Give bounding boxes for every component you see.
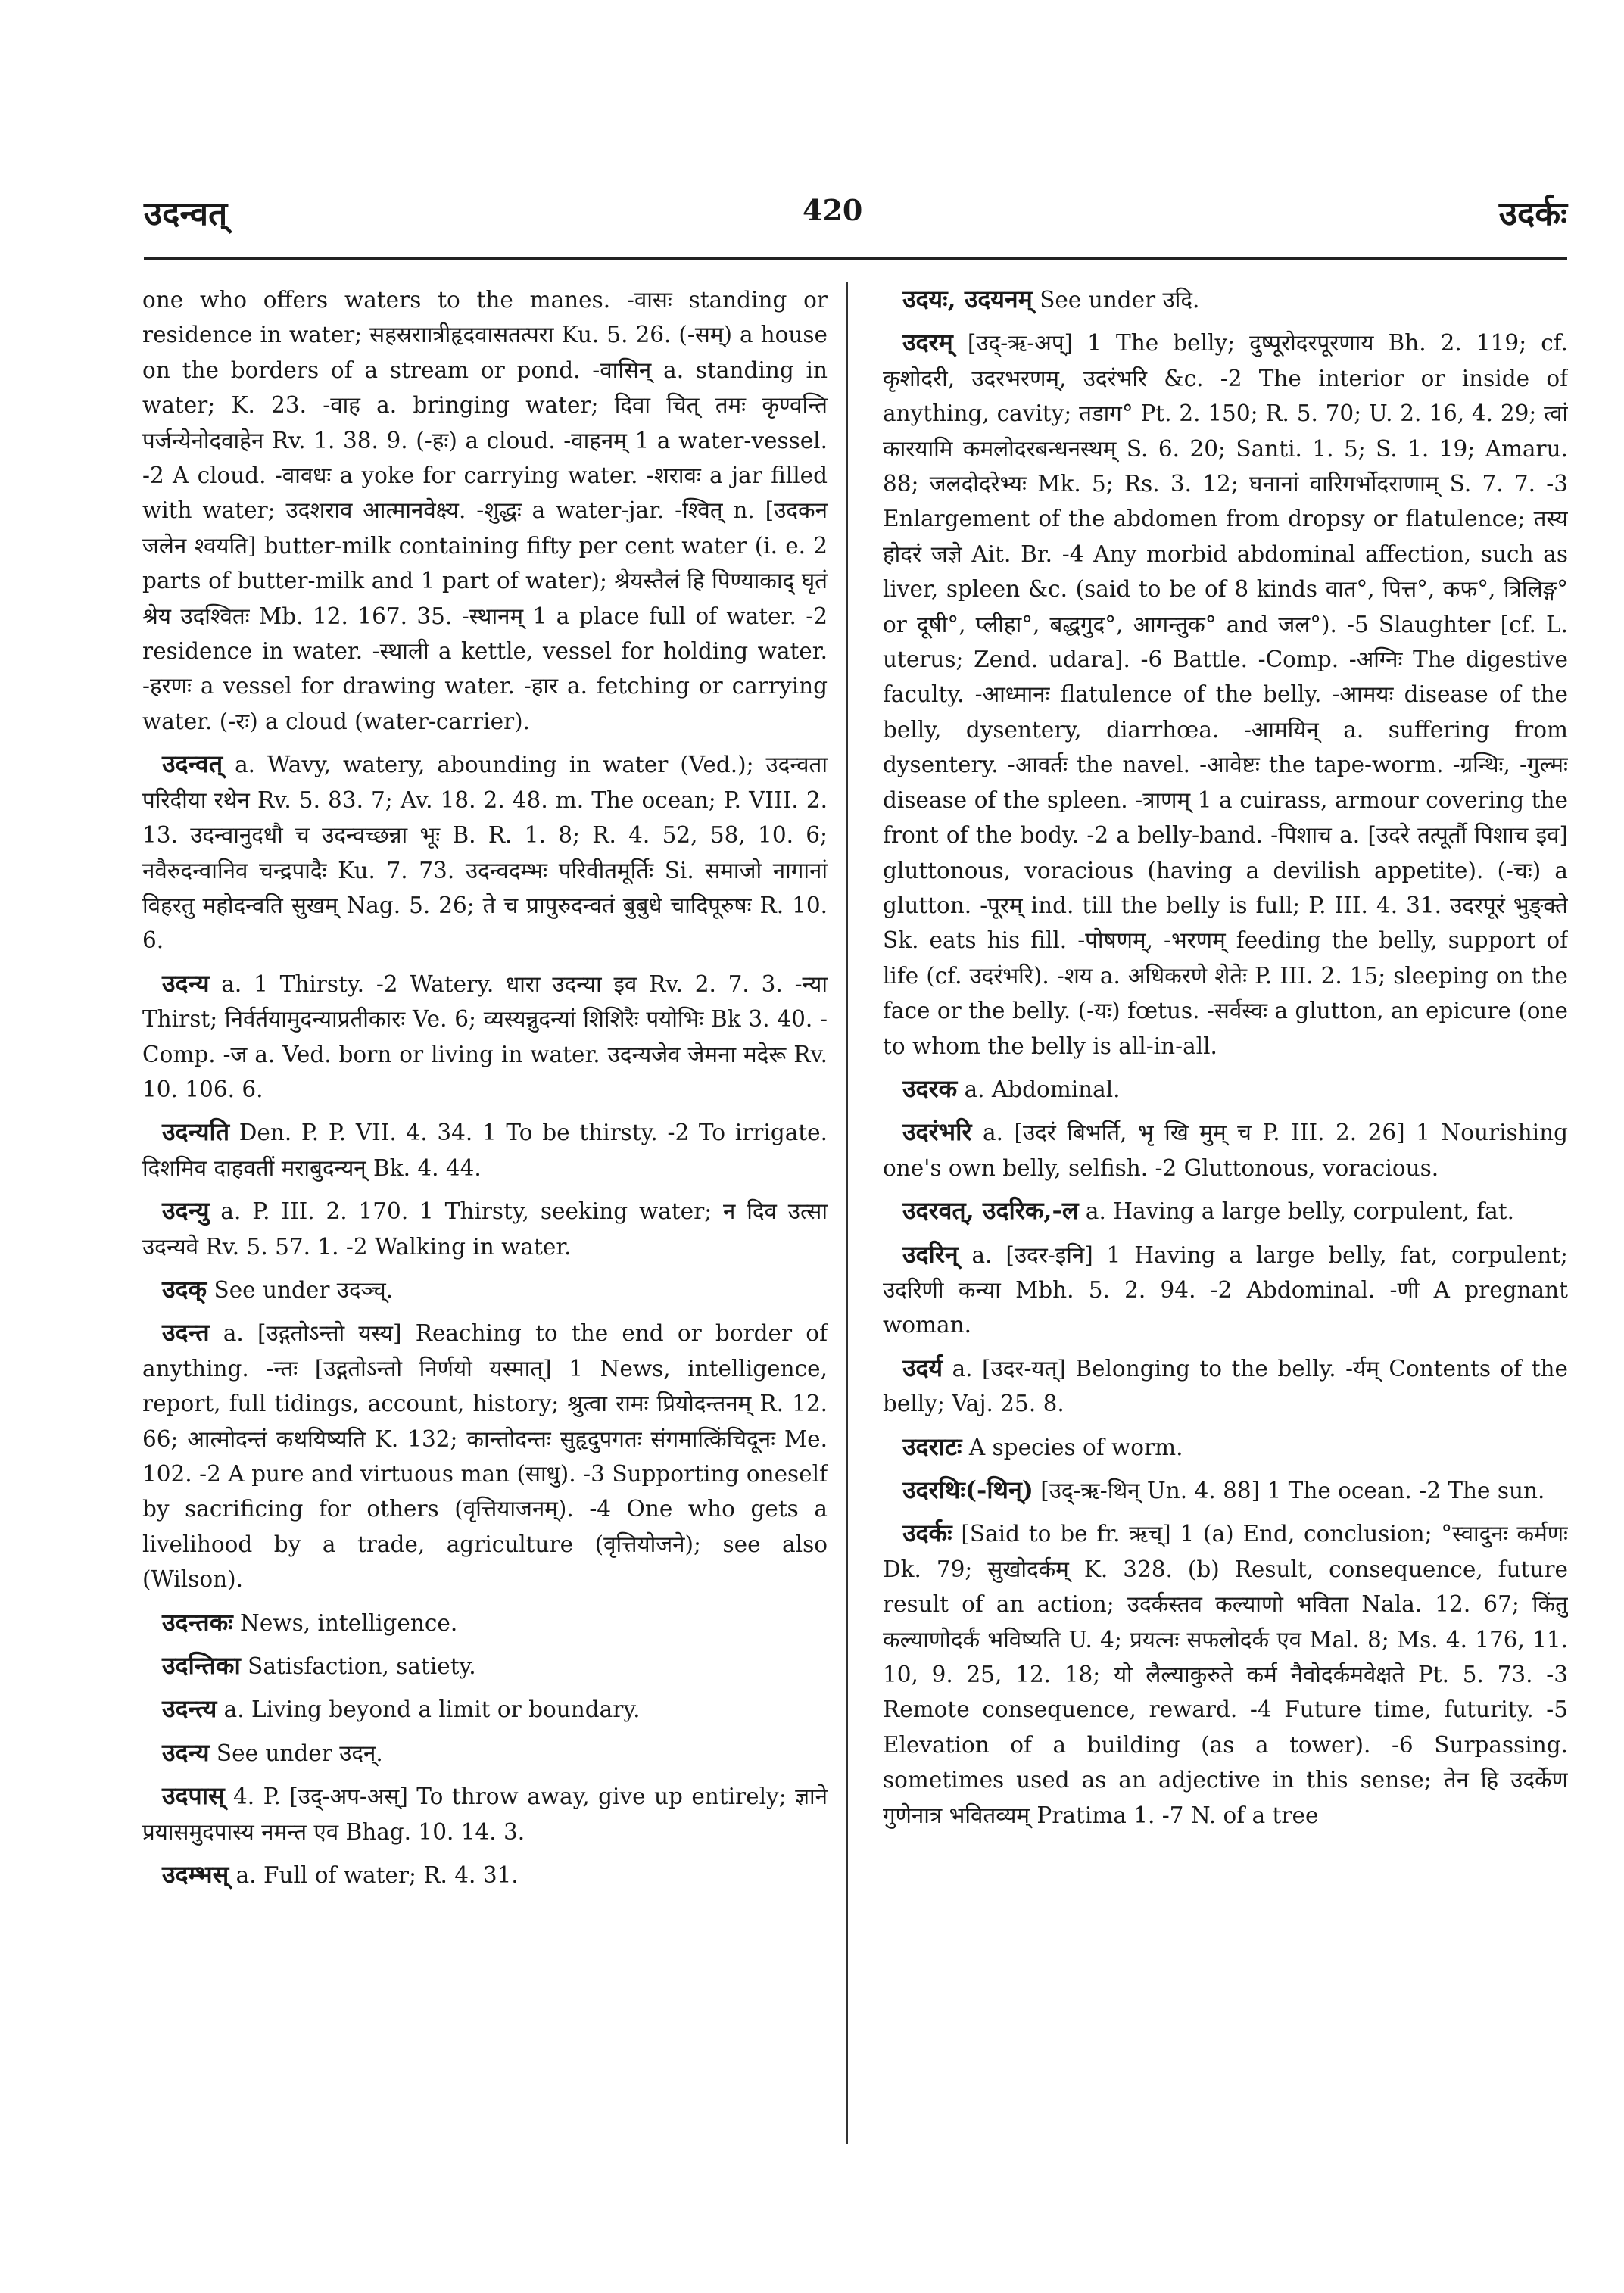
dictionary-entry [883,1237,1568,1343]
entry-definition: A species of worm. [962,1434,1183,1460]
dictionary-entry [142,1193,828,1264]
entry-headword: उदन्वत् [162,749,223,779]
entry-definition: a. Full of water; R. 4. 31. [229,1862,519,1889]
entry-headword: उदरक [902,1073,958,1103]
entry-headword: उदन्य [162,1737,210,1767]
entry-headword: उदरिन् [902,1239,959,1269]
dictionary-entry [883,1193,1568,1229]
entry-headword: उदन्य [162,968,210,998]
dictionary-entry [883,325,1568,1064]
page-number: 420 [803,193,863,227]
entry-definition: See under उदि. [1032,287,1200,313]
entry-headword: उदपास् [162,1781,225,1811]
dictionary-entry [142,1857,828,1893]
entry-headword: उदरम् [902,328,953,357]
left-guide-word: उदन्वत् [144,195,228,233]
entry-definition: Satisfaction, satiety. [240,1653,476,1680]
entry-definition: Den. P. P. VII. 4. 34. 1 To be thirsty. -2 To irrigate. दिशमिव दाहवतीं मराबुदन्यन् Bk. 4. 44. [142,1120,828,1181]
entry-definition: a. [उदर-इनि] 1 Having a large belly, fat, corpulent; उदरिणी कन्या Mbh. 5. 2. 94. -2 Abdominal. -णी A pregnant woman. [883,1242,1568,1338]
entry-headword: उदरवत्, उदरिक,-ल [902,1196,1079,1226]
entry-headword: उदन्यु [162,1196,210,1226]
entry-headword: उदर्कः [902,1519,952,1548]
entry-headword: उदराटः [902,1432,962,1461]
entry-headword: उदरंभरि [902,1117,972,1147]
dictionary-entry [142,282,828,739]
dictionary-entry [142,1605,828,1640]
entry-headword: उदन्त [162,1318,210,1347]
entry-definition: a. Wavy, watery, abounding in water (Ved.); उदन्वता परिदीया रथेन Rv. 5. 83. 7; Av. 18. 2. 48. m. The ocean; P. VIII. 2. 13. उदन्वानुदधौ च उदन्वच्छन्ना भूः B. R. 1. 8; R. 4. 52, 58, 10. 6; नवैरुदन्वानिव चन्द्रपादैः Ku. 7. 73. उदन्वदम्भः परिवीतमूर्तिः Si. समाजो नागानां विहरतु महोदन्वति सुखम् Nag. 5. 26; ते च प्रापुरुदन्वतं बुबुधे चादिपूरुषः R. 10. 6. [142,752,828,954]
entry-headword: उदक् [162,1274,207,1304]
column-divider [846,282,848,2144]
dictionary-entry [883,1351,1568,1422]
entry-definition: a. [उदर-यत्] Belonging to the belly. -र्यम् Contents of the belly; Vaj. 25. 8. [883,1355,1568,1417]
header-rule [144,257,1567,263]
entry-headword: उदन्तकः [162,1607,233,1637]
dictionary-entry [883,1071,1568,1107]
entry-headword: उदम्भस् [162,1860,229,1890]
entry-definition: a. 1 Thirsty. -2 Watery. धारा उदन्या इव Rv. 2. 7. 3. -न्या Thirst; निर्वर्तयामुदन्याप्रतीकारः Ve. 6; व्यस्यन्नुदन्यां शिशिरैः पयोभिः Bk 3. 40. -Comp. -ज a. Ved. born or living in water. उदन्यजेव जेमना मदेरू Rv. 10. 106. 6. [142,970,828,1102]
dictionary-entry [883,1429,1568,1465]
dictionary-entry [142,1778,828,1849]
dictionary-entry [142,966,828,1108]
entry-definition: a. P. III. 2. 170. 1 Thirsty, seeking water; न दिव उत्सा उदन्यवे Rv. 5. 57. 1. -2 Walking in water. [142,1198,828,1260]
entry-definition: a. Living beyond a limit or boundary. [217,1696,641,1723]
right-column [883,282,1568,2144]
entry-definition: [Said to be fr. ऋच्] 1 (a) End, conclusion; °स्वादुनः कर्मणः Dk. 79; सुखोदर्कम् K. 328. (b) Result, consequence, future result of an action; उदर्कस्तव कल्याणो भविता Nala. 12. 67; किंतु कल्याणोदर्कं भविष्यति U. 4; प्रयत्नः सफलोदर्क एव Mal. 8; Ms. 4. 176, 11. 10, 9. 25, 12. 18; यो लैल्याकुरुते कर्म नैवोदर्कमवेक्षते Pt. 5. 73. -3 Remote consequence, reward. -4 Future time, futurity. -5 Elevation of a building (as a tower). -6 Surpassing. sometimes used as an adjective in this sense; तेन हि उदर्केण गुणेनात्र भवितव्यम् Pratima 1. -7 N. of a tree [883,1521,1568,1828]
dictionary-entry [883,1516,1568,1833]
entry-definition: a. Abdominal. [957,1076,1121,1102]
dictionary-entry [142,1735,828,1771]
entry-definition: [उद्-ऋ-अप्] 1 The belly; दुष्पूरोदरपूरणाय Bh. 2. 119; cf. कृशोदरी, उदरभरणम्, उदरंभरि &c. -2 The interior or inside of anything, cavity; तडाग° Pt. 2. 150; R. 5. 70; U. 2. 16, 4. 29; त्वां कारयामि कमलोदरबन्धनस्थम् S. 6. 20; Santi. 1. 5; S. 1. 19; Amaru. 88; जलदोदरेभ्यः Mk. 5; Rs. 3. 12; घनानां वारिगर्भोदराणाम् S. 7. 7. -3 Enlargement of the abdomen from dropsy or flatulence; तस्य होदरं जज्ञे Ait. Br. -4 Any morbid abdominal affection, such as liver, spleen &c. (said to be of 8 kinds वात°, पित्त°, कफ°, त्रिलिङ्ग° or दूषी°, प्लीहा°, बद्धगुद°, आगन्तुक° and जल°). -5 Slaughter [cf. L. uterus; Zend. udara]. -6 Battle. -Comp. -अग्निः The digestive faculty. -आध्मानः flatulence of the belly. -आमयः disease of the belly, dysentery, diarrhœa. -आमयिन् a. suffering from dysentery. -आवर्तः the navel. -आवेष्टः the tape-worm. -ग्रन्थिः, -गुल्मः disease of the spleen. -त्राणम् 1 a cuirass, armour covering the front of the body. -2 a belly-band. -पिशाच a. [उदरे तत्पूर्तौ पिशाच इव] gluttonous, voracious (having a devilish appetite). (-चः) a glutton. -पूरम् ind. till the belly is full; P. III. 4. 31. उदरपूरं भुङ्क्ते Sk. eats his fill. -पोषणम्, -भरणम् feeding the belly, support of life (cf. उदरंभरि). -शय a. अधिकरणे शेतेः P. III. 2. 15; sleeping on the face or the belly. (-यः) fœtus. -सर्वस्वः a glutton, an epicure (one to whom the belly is all-in-all. [883,330,1568,1059]
entry-definition: News, intelligence. [232,1609,458,1636]
dictionary-entry [883,1472,1568,1508]
entry-definition: [उद्-ऋ-थिन् Un. 4. 88] 1 The ocean. -2 The sun. [1033,1478,1545,1503]
left-column [142,282,828,2144]
entry-headword: उदर्य [902,1353,943,1382]
dictionary-entry [142,1114,828,1185]
dictionary-entry [142,1691,828,1727]
page-header [144,189,1567,250]
dictionary-entry [142,1272,828,1307]
entry-headword: उदयः, उदयनम् [902,285,1033,313]
dictionary-entry [883,1114,1568,1185]
entry-definition: a. Having a large belly, corpulent, fat. [1078,1198,1514,1225]
entry-headword: उदन्यति [162,1117,230,1147]
entry-definition: a. [उदरं बिभर्ति, भृ खि मुम् च P. III. 2. 26] 1 Nourishing one's own belly, selfish. -2 Gluttonous, voracious. [883,1120,1568,1181]
entry-headword: उदन्त्य [162,1694,217,1724]
right-guide-word: उदर्कः [1498,195,1567,233]
entry-definition: See under उदन्. [209,1740,383,1766]
entry-definition: See under उदञ्च्. [207,1276,394,1303]
dictionary-entry [142,746,828,958]
entry-headword: उदन्तिका [162,1651,241,1681]
entry-definition: a. [उद्गतोऽन्तो यस्य] Reaching to the end or border of anything. -न्तः [उद्गतोऽन्तो निर्णयो यस्मात्] 1 News, intelligence, report, full tidings, account, history; श्रुत्वा रामः प्रियोदन्तनम् R. 12. 66; आत्मोदन्तं कथयिष्यति K. 132; कान्तोदन्तः सुहृदुपगतः संगमात्किंचिदूनः Me. 102. -2 A pure and virtuous man (साधु). -3 Supporting oneself by sacrificing for others (वृत्तियाजनम्). -4 One who gets a livelihood by a trade, agriculture (वृत्तियोजने); see also (Wilson). [142,1320,828,1593]
dictionary-entry [142,1648,828,1684]
dictionary-entry [883,282,1568,317]
entry-definition: 4. P. [उद्-अप-अस्] To throw away, give up entirely; ज्ञाने प्रयासमुदपास्य नमन्त एव Bhag. 10. 14. 3. [142,1784,828,1845]
entry-definition: one who offers waters to the manes. -वासः standing or residence in water; सहस्रराात्रीहृदवासतत्परा Ku. 5. 26. (-सम्) a house on the borders of a stream or pond. -वासिन् a. standing in water; K. 23. -वाह a. bringing water; दिवा चित् तमः कृण्वन्ति पर्जन्येनोदवाहेन Rv. 1. 38. 9. (-हः) a cloud. -वाहनम् 1 a water-vessel. -2 A cloud. -वावधः a yoke for carrying water. -शरावः a jar filled with water; उदशराव आत्मानवेक्ष्य. -शुद्धः a water-jar. -श्वित् n. [उदकन जलेन श्वयति] butter-milk containing fifty per cent water (i. e. 2 parts of butter-milk and 1 part of water); श्रेयस्तैलं हि पिण्याकाद् घृतं श्रेय उदश्वितः Mb. 12. 167. 35. -स्थानम् 1 a place full of water. -2 residence in water. -स्थाली a kettle, vessel for holding water. -हरणः a vessel for drawing water. -हार a. fetching or carrying water. (-रः) a cloud (water-carrier). [142,287,828,734]
dictionary-entry [142,1315,828,1597]
entry-headword: उदरथिः(-थिन्) [902,1475,1033,1504]
